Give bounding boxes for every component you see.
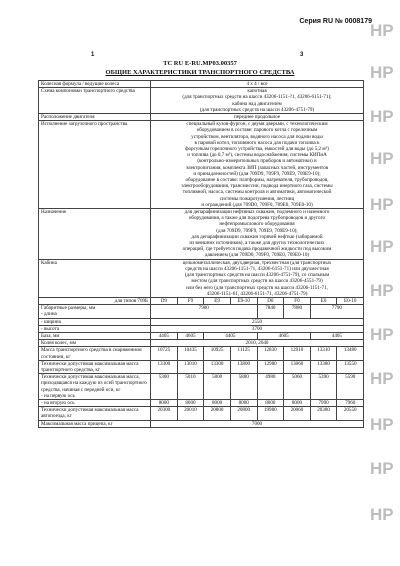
- side-tab: HP: [370, 505, 394, 524]
- text-line: специальный кузов-фургон, с двумя дверьми, с технологическим: [186, 121, 328, 128]
- table-row: [39, 374, 364, 400]
- side-tab: HP: [370, 237, 394, 256]
- table-row: [39, 114, 364, 121]
- table-row: [39, 81, 364, 88]
- table-row: [39, 121, 364, 209]
- front-axle-value: 5800: [204, 374, 231, 400]
- text-line: и топлива (до 0,7 м³), системы водоснабжения, системы КИПиА: [187, 152, 327, 159]
- table-row: [39, 407, 364, 420]
- train-mass-value: 19980: [257, 407, 284, 420]
- row-value: 4 x 4 / все: [151, 81, 364, 88]
- text-line: из внешних источников), а также для других технологических: [189, 240, 325, 247]
- table-row: [39, 209, 364, 260]
- text-line: капотная: [247, 88, 267, 95]
- side-tab: HP: [370, 325, 394, 344]
- text-line: и ограждений (для 709D0, 709F0, 709E0, 709E0-10): [201, 201, 313, 208]
- section-title: ОБЩИЕ ХАРАКТЕРИСТИКИ ТРАНСПОРТНОГО СРЕДСТВА: [105, 69, 295, 76]
- type-code: E9-10: [230, 297, 257, 304]
- trailer-mass-value: 7000: [151, 420, 364, 427]
- length-value: 7790: [310, 305, 363, 318]
- type-codes-row: [39, 297, 364, 304]
- curb-mass-value: 13310: [310, 347, 337, 360]
- front-axle-value: 5590: [337, 374, 364, 400]
- text-line: электрооборудования, трансмиссии, подвода инертного газа, системы: [181, 183, 333, 190]
- train-mass-value: 20800: [230, 407, 257, 420]
- front-axle-value: 5060: [284, 374, 311, 400]
- table-row: [39, 259, 364, 297]
- wheelbase-value: 4405: [310, 332, 363, 339]
- text-line: в паровой котел, топливного насоса для подачи топлива к: [194, 139, 320, 146]
- text-line: операций, где требуется подача продавочной жидкости под высоким: [182, 246, 332, 253]
- row-label: Назначение: [39, 209, 151, 260]
- train-mass-label: Технически допустимая максимальная масса автопоезда, кг: [39, 407, 151, 420]
- train-mass-value: 20380: [310, 407, 337, 420]
- row-label: Колесная формула / ведущие колеса: [39, 81, 151, 88]
- text-line: для депарафинизации скважин горячей нефтью (забираемой: [191, 233, 323, 240]
- height-label: - высота: [39, 325, 151, 332]
- row-label: Исполнение загрузочного пространства: [39, 121, 151, 209]
- text-line: оборудованием в составе: парового котла с горелочным: [196, 127, 318, 134]
- text-line: цельнометаллическая, двухдверная, трехместная (для транспортных: [182, 259, 332, 266]
- types-label: для типов 709Б: [39, 297, 151, 304]
- front-axle-label: - на первую ось: [41, 392, 75, 399]
- text-line: 43206-1151-61, 43206-6151-71, 43206-4751-79): [206, 290, 308, 297]
- text-line: кабина над двигателем: [232, 100, 282, 107]
- table-row: [39, 360, 364, 373]
- row-label: Расположение двигателя: [39, 114, 151, 121]
- section-title-wrap: [0, 69, 400, 76]
- table-row: [39, 340, 364, 347]
- document-id: ТС RU E-RU.MP03.00357: [163, 60, 237, 67]
- train-mass-value: 20550: [337, 407, 364, 420]
- text-line: местом (для транспортных средств на шасси 43206-4551-79): [191, 278, 323, 285]
- page-number-right: 3: [300, 52, 304, 58]
- axle-mass-title: Технически допустимая максимальная масса, приходящаяся на каждую из осей транспортного средства, начиная с передней оси, кг: [41, 374, 147, 393]
- wheelbase-label: База, мм: [39, 332, 151, 339]
- curb-mass-value: 12830: [257, 347, 284, 360]
- length-value: 7900: [151, 305, 258, 318]
- text-line: (для транспортных средств на шасси 43206-4751-79): [199, 106, 315, 113]
- train-mass-value: 20300: [151, 407, 178, 420]
- text-line: форсункам горелочного устройства, емкостей для воды (до 5,2 м³): [185, 146, 329, 153]
- text-line: (для транспортных средств на шасси 43206-4751-79), со спальным: [184, 272, 330, 279]
- track-label: Колея колес, мм: [39, 340, 151, 347]
- trailer-mass-label: Максимальная масса прицепа, кг: [39, 420, 151, 427]
- text-line: электропитания, комплекта ЗИП (запасных частей, инструментов: [185, 164, 329, 171]
- text-line: оборудование в составе: платформы, нагревателя, трубопроводов,: [185, 177, 329, 184]
- side-tab: HP: [370, 459, 394, 478]
- rear-axle-value: 8000: [177, 399, 204, 406]
- max-mass-value: 13010: [177, 360, 204, 373]
- max-mass-label: Технически допустимая максимальная масса транспортного средства, кг: [39, 360, 151, 373]
- width-value: 2550: [151, 318, 364, 325]
- type-code: E0: [310, 297, 337, 304]
- max-mass-value: 13300: [151, 360, 178, 373]
- side-tab: HP: [370, 195, 394, 214]
- text-line: устройством, вентилятора, водяного насоса для подачи воды: [191, 133, 323, 140]
- length-value: 7880: [284, 305, 311, 318]
- curb-mass-value: 13480: [337, 347, 364, 360]
- rear-axle-value: 7960: [337, 399, 364, 406]
- rear-axle-value: 8000: [284, 399, 311, 406]
- page-number-left: 1: [91, 52, 95, 58]
- rear-axle-value: 8000: [204, 399, 231, 406]
- text-line: топливной, насоса, системы контроля и автоматики, автоматической: [182, 189, 332, 196]
- text-line: оборудования, а также для подогрева трубопроводов и другого: [188, 215, 326, 222]
- rear-axle-value: 7990: [310, 399, 337, 406]
- wheelbase-value: 4405: [151, 332, 178, 339]
- type-code: D0: [257, 297, 284, 304]
- curb-mass-value: 10435: [177, 347, 204, 360]
- side-tab: HP: [370, 107, 394, 126]
- width-label: - ширина: [39, 318, 151, 325]
- wheelbase-value: 4605: [257, 332, 310, 339]
- text-line: (контрольно-измерительных приборов и автоматики) и: [197, 158, 317, 165]
- rear-axle-value: 8000: [230, 399, 257, 406]
- wheelbase-value: 4405: [204, 332, 257, 339]
- type-code: E9: [204, 297, 231, 304]
- length-label: - длина: [41, 311, 57, 318]
- text-line: (для 709D9, 709F9, 709E9, 709E9-10);: [216, 227, 298, 234]
- text-line: (для транспортных средств на шасси 43206-1151-?1, 43206-6151-71);: [182, 94, 332, 101]
- max-mass-value: 13380: [310, 360, 337, 373]
- train-mass-value: 20800: [204, 407, 231, 420]
- row-value: переднее продольное: [151, 114, 364, 121]
- text-line: и принадлежностей) (для 709D9, 709F9, 709E9, 709E9-10);: [193, 170, 321, 177]
- max-mass-value: 13060: [284, 360, 311, 373]
- table-row: [39, 347, 364, 360]
- text-line: для депарафинизации нефтяных скважин, подземного и наземного: [184, 209, 330, 216]
- table-row: [39, 399, 364, 406]
- front-axle-value: 5390: [310, 374, 337, 400]
- wheelbase-value: 4605: [177, 332, 204, 339]
- front-axle-value: 5010: [177, 374, 204, 400]
- table-row: [39, 332, 364, 339]
- table-row: [39, 325, 364, 332]
- side-tab: HP: [370, 415, 394, 434]
- table-row: [39, 88, 364, 114]
- type-code: F9: [177, 297, 204, 304]
- row-value: [151, 88, 364, 114]
- curb-mass-value: 10725: [151, 347, 178, 360]
- max-mass-value: 13300: [204, 360, 231, 373]
- rear-axle-value: 8000: [257, 399, 284, 406]
- text-line: давлением (для 709D0, 709F0, 709E0, 709E0-10): [204, 252, 310, 259]
- side-tab: HP: [370, 369, 394, 388]
- table-row: [39, 420, 364, 427]
- text-line: средств на шасси 43206-1151-71, 43206-6151-71) или двухместная: [185, 265, 329, 272]
- characteristics-table: [38, 80, 364, 428]
- side-tab: HP: [370, 149, 394, 168]
- curb-mass-value: 10925: [204, 347, 231, 360]
- height-value: 3700: [151, 325, 364, 332]
- max-mass-value: 13800: [230, 360, 257, 373]
- curb-mass-label: Масса транспортного средства в снаряженном состоянии, кг: [39, 347, 151, 360]
- row-label: Схема компоновки транспортного средства: [39, 88, 151, 114]
- row-value: [151, 209, 364, 260]
- length-value: 7840: [257, 305, 284, 318]
- serial-number: Серия RU № 0008179: [299, 18, 372, 25]
- row-label: [39, 305, 151, 318]
- track-value: 2010, 2040: [151, 340, 364, 347]
- side-tab: HP: [370, 63, 394, 82]
- rear-axle-value: 8000: [151, 399, 178, 406]
- max-mass-value: 12980: [257, 360, 284, 373]
- rear-axle-label: - на вторую ось: [39, 399, 151, 406]
- train-mass-value: 20010: [177, 407, 204, 420]
- row-value: [151, 259, 364, 297]
- type-code: E0-10: [337, 297, 364, 304]
- type-code: F0: [284, 297, 311, 304]
- table-row: [39, 318, 364, 325]
- row-value: [151, 121, 364, 209]
- side-tab: HP: [370, 281, 394, 300]
- axle-mass-label: [39, 374, 151, 400]
- side-tab: HP: [370, 21, 394, 40]
- front-axle-value: 5300: [151, 374, 178, 400]
- type-code: D9: [151, 297, 178, 304]
- dims-label: Габаритные размеры, мм: [41, 305, 96, 312]
- front-axle-value: 5800: [230, 374, 257, 400]
- train-mass-value: 20060: [284, 407, 311, 420]
- front-axle-value: 4980: [257, 374, 284, 400]
- row-label: Кабина: [39, 259, 151, 297]
- curb-mass-value: 12910: [284, 347, 311, 360]
- table-row: [39, 305, 364, 318]
- text-line: системы пожаротушения, лестниц: [219, 195, 295, 202]
- text-line: нефтепромыслового оборудования: [219, 221, 295, 228]
- max-mass-value: 13550: [337, 360, 364, 373]
- text-line: или без него (для транспортных средств на шасси 43206-1151-71,: [186, 284, 328, 291]
- curb-mass-value: 11125: [230, 347, 257, 360]
